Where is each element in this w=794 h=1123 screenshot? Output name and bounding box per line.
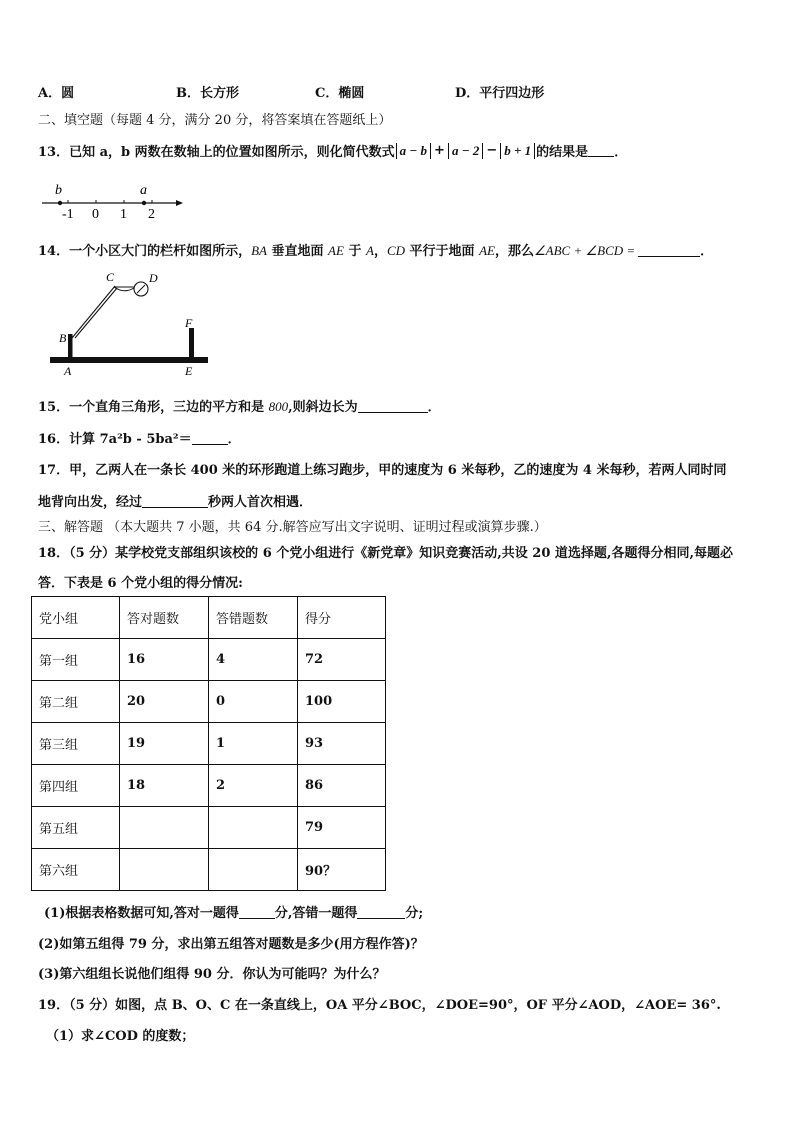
table-cell: 72: [298, 639, 386, 681]
abs-bar: [448, 143, 449, 159]
q14-text: 垂直地面: [266, 244, 329, 259]
q13-minus: −: [486, 143, 498, 158]
q14-answer-blank[interactable]: [638, 244, 700, 257]
table-cell: 第三组: [32, 723, 120, 765]
q19-part-1: （1）求∠COD 的度数；: [46, 1029, 195, 1044]
table-cell: 100: [298, 681, 386, 723]
table-header-row: [32, 597, 386, 639]
q18-p1-prefix: (1)根据表格数据可知,答对一题得: [44, 906, 239, 921]
seg-ae: AE: [479, 243, 495, 258]
table-cell: 第六组: [32, 849, 120, 891]
table-cell: [120, 849, 209, 891]
seg-ba: BA: [251, 243, 267, 258]
q13-answer-blank[interactable]: [588, 144, 614, 157]
point-a: [142, 201, 146, 205]
q15-number: 800: [268, 399, 289, 414]
q15-suffix: ,则斜边长为: [288, 400, 358, 415]
q13-term-2: a − 2: [451, 142, 480, 158]
question-14: [38, 240, 713, 259]
angle-sum: ∠ABC + ∠BCD =: [534, 243, 636, 258]
point-a-label: A: [366, 243, 374, 258]
abs-bar: [534, 143, 535, 159]
label-a: a: [140, 183, 147, 198]
q14-text: ，: [373, 244, 387, 259]
q18-part-3: (3)第六组组长说他们组得 90 分．你认为可能吗？为什么？: [38, 967, 386, 982]
q16-end: ．: [227, 432, 241, 447]
table-cell: 93: [298, 723, 386, 765]
section-heading-fill-blank: 二、填空题（每题 4 分，满分 20 分，将答案填在答题纸上）: [38, 113, 392, 128]
q17-answer-blank[interactable]: [142, 495, 208, 508]
table-cell: 第一组: [32, 639, 120, 681]
q13-end: ．: [614, 145, 628, 160]
q18-p1-suffix: 分;: [405, 906, 424, 921]
table-cell: 1: [209, 723, 298, 765]
question-16: [38, 428, 241, 447]
table-cell: [120, 807, 209, 849]
table-cell: 18: [120, 765, 209, 807]
q13-plus: +: [434, 143, 445, 158]
table-row: [32, 765, 386, 807]
tick-label: 1: [120, 207, 127, 222]
table-cell: 86: [298, 765, 386, 807]
abs-bar: [396, 143, 397, 159]
table-cell: 16: [120, 639, 209, 681]
table-row: [32, 639, 386, 681]
abs-bar: [482, 143, 483, 159]
q16-answer-blank[interactable]: [192, 432, 228, 445]
q18-p1-middle: 分,答错一题得: [274, 906, 358, 921]
question-19: 19．（5 分）如图，点 B、O、C 在一条直线上，OA 平分∠BOC，∠DOE=90°，OF 平分∠AOD，∠AOE= 36°.: [38, 998, 721, 1013]
abs-bar: [430, 143, 431, 159]
q14-text: ，那么: [494, 244, 534, 259]
table-cell: 第二组: [32, 681, 120, 723]
label-f: F: [185, 316, 193, 330]
q18-part-2: (2)如第五组得 79 分，求出第五组答对题数是多少(用方程作答)？: [38, 937, 424, 952]
table-cell: 第四组: [32, 765, 120, 807]
q14-text: 于: [343, 244, 366, 259]
q18-p1-blank-2[interactable]: [357, 906, 405, 919]
q13-term-1: a − b: [399, 142, 428, 158]
label-a: A: [64, 364, 72, 378]
q16-prefix: 16．计算 7a²b - 5ba²＝: [38, 432, 192, 447]
q13-suffix: 的结果是: [536, 145, 589, 160]
question-18-line-1: 18．（5 分）某学校党支部组织该校的 6 个党小组进行《新党章》知识竞赛活动,共设 20 道选择题,各题得分相同,每题必: [38, 546, 733, 561]
label-d: D: [149, 271, 158, 285]
joint-arc: [114, 287, 134, 291]
question-17-line-2: [38, 491, 312, 510]
gate-barrier-figure: [48, 268, 218, 380]
section-heading-answers: 三、解答题 （本大题共 7 小题，共 64 分.解答应写出文字说明、证明过程或演算步骤.）: [38, 520, 547, 535]
question-17-line-1: 17．甲，乙两人在一条长 400 米的环形跑道上练习跑步，甲的速度为 6 米每秒，乙的速度为 4 米每秒，若两人同时同: [38, 463, 727, 478]
table-cell: 79: [298, 807, 386, 849]
ground-ae: [50, 357, 208, 363]
option-c: C．椭圆: [315, 86, 365, 101]
table-header: 答错题数: [209, 597, 298, 639]
table-header: 党小组: [32, 597, 120, 639]
abs-bar: [500, 143, 501, 159]
bar-bc-line: [72, 286, 115, 338]
score-table: [31, 596, 386, 891]
table-cell: [209, 807, 298, 849]
table-row: [32, 849, 386, 891]
q17-suffix: 秒两人首次相遇．: [208, 495, 313, 510]
table-cell: 2: [209, 765, 298, 807]
bar-bc-line: [75, 288, 117, 338]
arrow-icon: [176, 200, 183, 206]
seg-ae: AE: [328, 243, 344, 258]
table-header: 答对题数: [120, 597, 209, 639]
q14-end: ．: [700, 244, 714, 259]
tick-label: 2: [148, 207, 155, 222]
q18-part-1: [44, 902, 423, 921]
table-cell: 19: [120, 723, 209, 765]
table-cell: 4: [209, 639, 298, 681]
table-row: [32, 807, 386, 849]
q17-prefix: 地背向出发，经过: [38, 495, 143, 510]
q18-p1-blank-1[interactable]: [239, 906, 275, 919]
table-cell: 第五组: [32, 807, 120, 849]
table-row: [32, 681, 386, 723]
table-cell: 0: [209, 681, 298, 723]
option-b: B．长方形: [176, 86, 239, 101]
question-18-line-2: 答．下表是 6 个党小组的得分情况:: [38, 576, 243, 591]
point-b: [58, 201, 62, 205]
table-header: 得分: [298, 597, 386, 639]
table-cell: 20: [120, 681, 209, 723]
table-cell: 90？: [298, 849, 386, 891]
q13-term-3: b + 1: [504, 142, 532, 158]
post-fe: [189, 328, 194, 358]
seg-cd: CD: [386, 243, 406, 258]
q15-prefix: 15．一个直角三角形，三边的平方和是: [38, 400, 269, 415]
table-cell: [209, 849, 298, 891]
tick-label: 0: [92, 207, 99, 222]
q14-text: 平行于地面: [405, 244, 480, 259]
label-b: B: [59, 331, 67, 345]
q13-prefix: 13．已知 a，b 两数在数轴上的位置如图所示，则化简代数式: [38, 145, 395, 160]
q15-answer-blank[interactable]: [358, 400, 428, 413]
label-e: E: [185, 364, 193, 378]
question-13: [38, 141, 627, 160]
option-d: D．平行四边形: [455, 86, 545, 101]
question-15: [38, 396, 441, 415]
tick-label: -1: [62, 207, 74, 222]
table-row: [32, 723, 386, 765]
q14-prefix: 14．一个小区大门的栏杆如图所示，: [38, 244, 252, 259]
number-line-figure: [38, 178, 188, 222]
q15-end: ．: [427, 400, 441, 415]
label-b: b: [55, 183, 62, 198]
label-c: C: [106, 270, 115, 284]
option-a: A．圆: [38, 86, 75, 101]
